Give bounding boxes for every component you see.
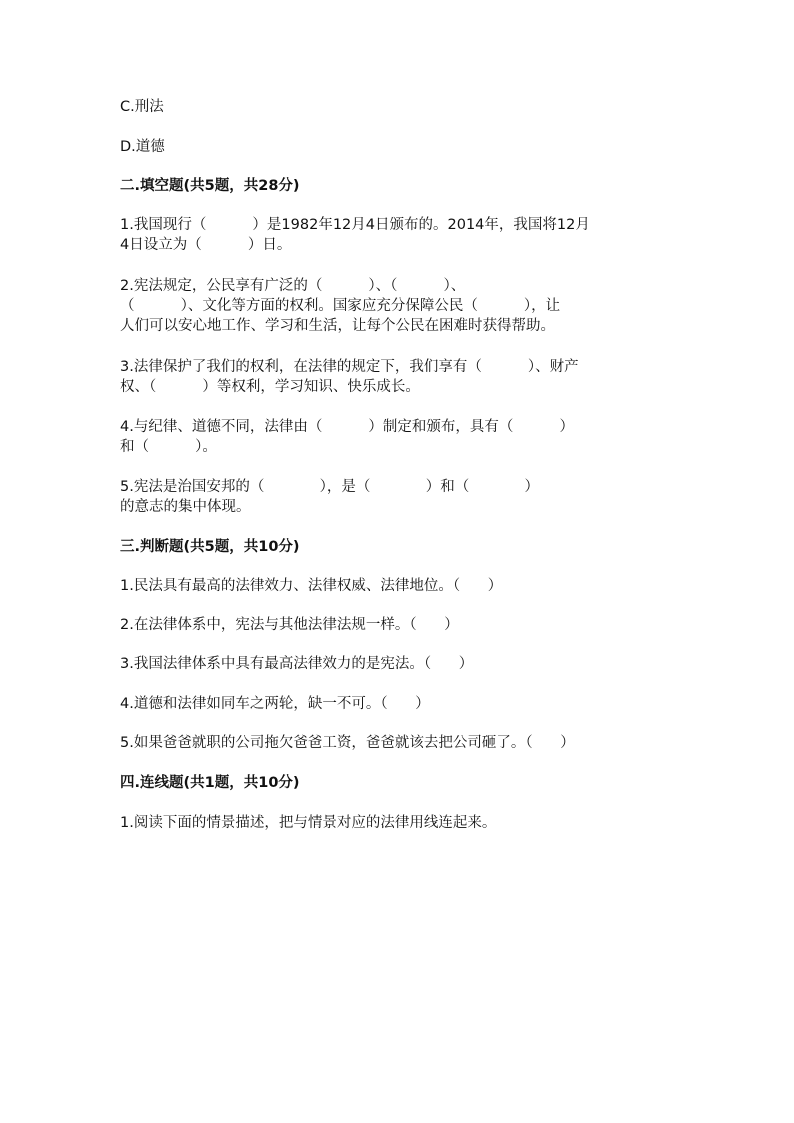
section-matching-title: 四.连线题(共1题，共10分): [120, 775, 300, 791]
judge-q3: 3.我国法律体系中具有最高法律效力的是宪法。（ ）: [120, 656, 474, 672]
judge-q1: 1.民法具有最高的法律效力、法律权威、法律地位。（ ）: [120, 578, 503, 594]
matching-q1: 1.阅读下面的情景描述，把与情景对应的法律用线连起来。: [120, 815, 497, 831]
section-fill-in-title: 二.填空题(共5题，共28分): [120, 178, 300, 194]
option-c: C.刑法: [120, 99, 164, 115]
fill-q2-line3: 人们可以安心地工作、学习和生活，让每个公民在困难时获得帮助。: [120, 318, 555, 334]
judge-q4: 4.道德和法律如同车之两轮，缺一不可。（ ）: [120, 696, 430, 712]
judge-q5: 5.如果爸爸就职的公司拖欠爸爸工资，爸爸就该去把公司砸了。（ ）: [120, 735, 575, 751]
fill-q4-line1: 4.与纪律、道德不同，法律由（ ）制定和颁布，具有（ ）: [120, 419, 575, 435]
section-judge-title: 三.判断题(共5题，共10分): [120, 539, 300, 555]
fill-q3-line1: 3.法律保护了我们的权利，在法律的规定下，我们享有（ ）、财产: [120, 359, 579, 375]
fill-q2-line2: （ ）、文化等方面的权利。国家应充分保障公民（ ），让: [120, 298, 561, 314]
option-d: D.道德: [120, 139, 165, 155]
judge-q2: 2.在法律体系中，宪法与其他法律法规一样。（ ）: [120, 617, 459, 633]
fill-q5-line1: 5.宪法是治国安邦的（ ），是（ ）和（ ）: [120, 479, 540, 495]
fill-q3-line2: 权、（ ）等权利，学习知识、快乐成长。: [120, 379, 420, 395]
fill-q2-line1: 2.宪法规定，公民享有广泛的（ ）、（ ）、: [120, 278, 466, 294]
fill-q5-line2: 的意志的集中体现。: [120, 499, 251, 515]
fill-q1-line1: 1.我国现行（ ）是1982年12月4日颁布的。2014年，我国将12月: [120, 217, 590, 233]
fill-q1-line2: 4日设立为（ ）日。: [120, 237, 292, 253]
fill-q4-line2: 和（ ）。: [120, 439, 217, 455]
